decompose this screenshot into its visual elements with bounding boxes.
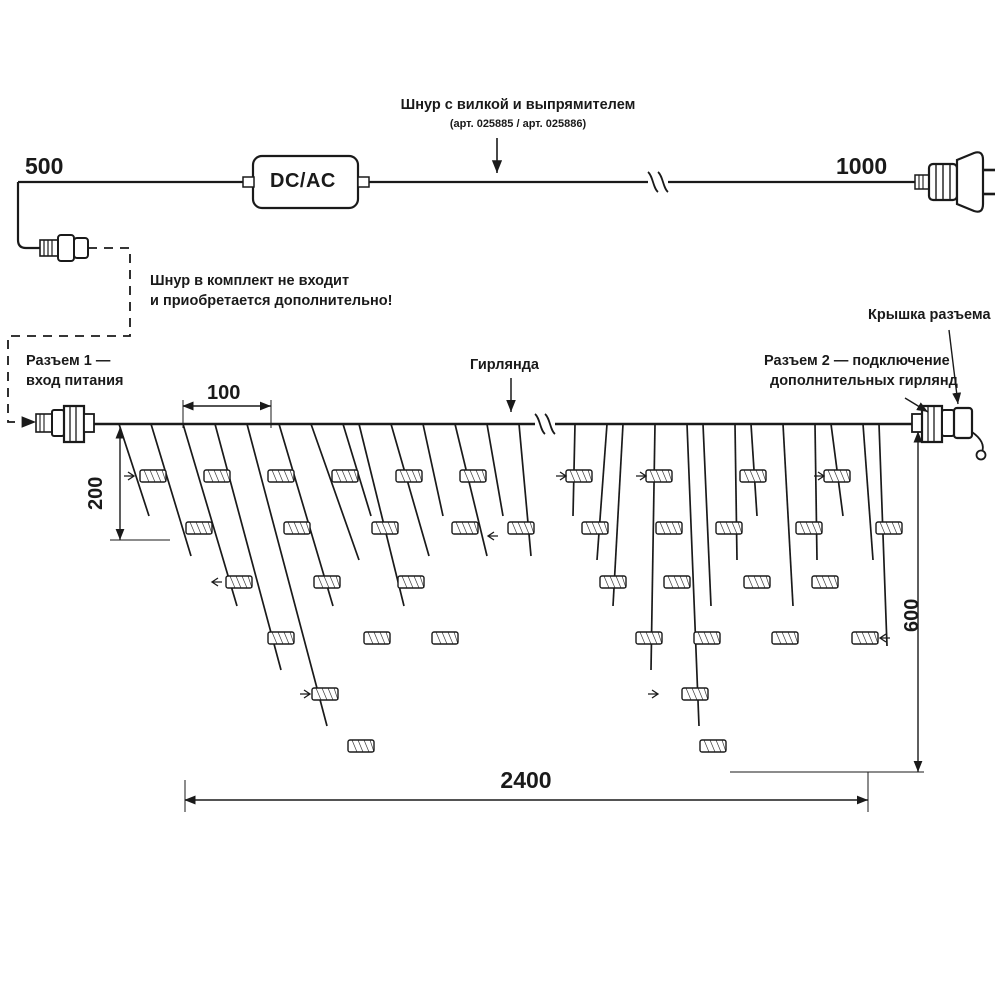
led-bulbs [124,470,902,752]
cap-leader [949,330,958,404]
cap-label: Крышка разъема [868,307,991,323]
dim-600-label: 600 [901,598,923,632]
cord-title-label: Шнур с вилкой и выпрямителем [400,97,636,113]
dim-100-label: 100 [207,382,241,404]
input-tail-wire [18,182,243,248]
dim-600 [730,432,924,772]
dim-200-label: 200 [85,476,107,510]
garland-label: Гирлянда [470,357,539,373]
connector-1-label-line1: Разъем 1 — [26,353,111,369]
optional-cord-note-line1: Шнур в комплект не входит [150,273,350,289]
optional-cord-dashed-path [8,248,130,422]
dim-1000-label: 1000 [836,153,888,179]
connector-1-label-line2: вход питания [26,373,124,389]
cord-article-label: (арт. 025885 / арт. 025886) [449,118,587,130]
dim-2400-label: 2400 [500,767,552,793]
connector-2-label-line2: дополнительных гирлянд [770,373,958,389]
mains-wire [369,172,915,192]
connector-1-input [36,406,94,442]
connector-2-output [912,406,986,460]
dim-500-label: 500 [25,153,64,179]
optional-cord-note-line2: и приобретается дополнительно! [150,293,393,309]
garland-drops [119,424,887,726]
dim-200 [110,428,170,540]
psu-label: DC/AC [270,170,336,192]
mains-plug [915,152,995,211]
tail-connector [40,235,88,261]
connector-2-label-line1: Разъем 2 — подключение [764,353,950,369]
